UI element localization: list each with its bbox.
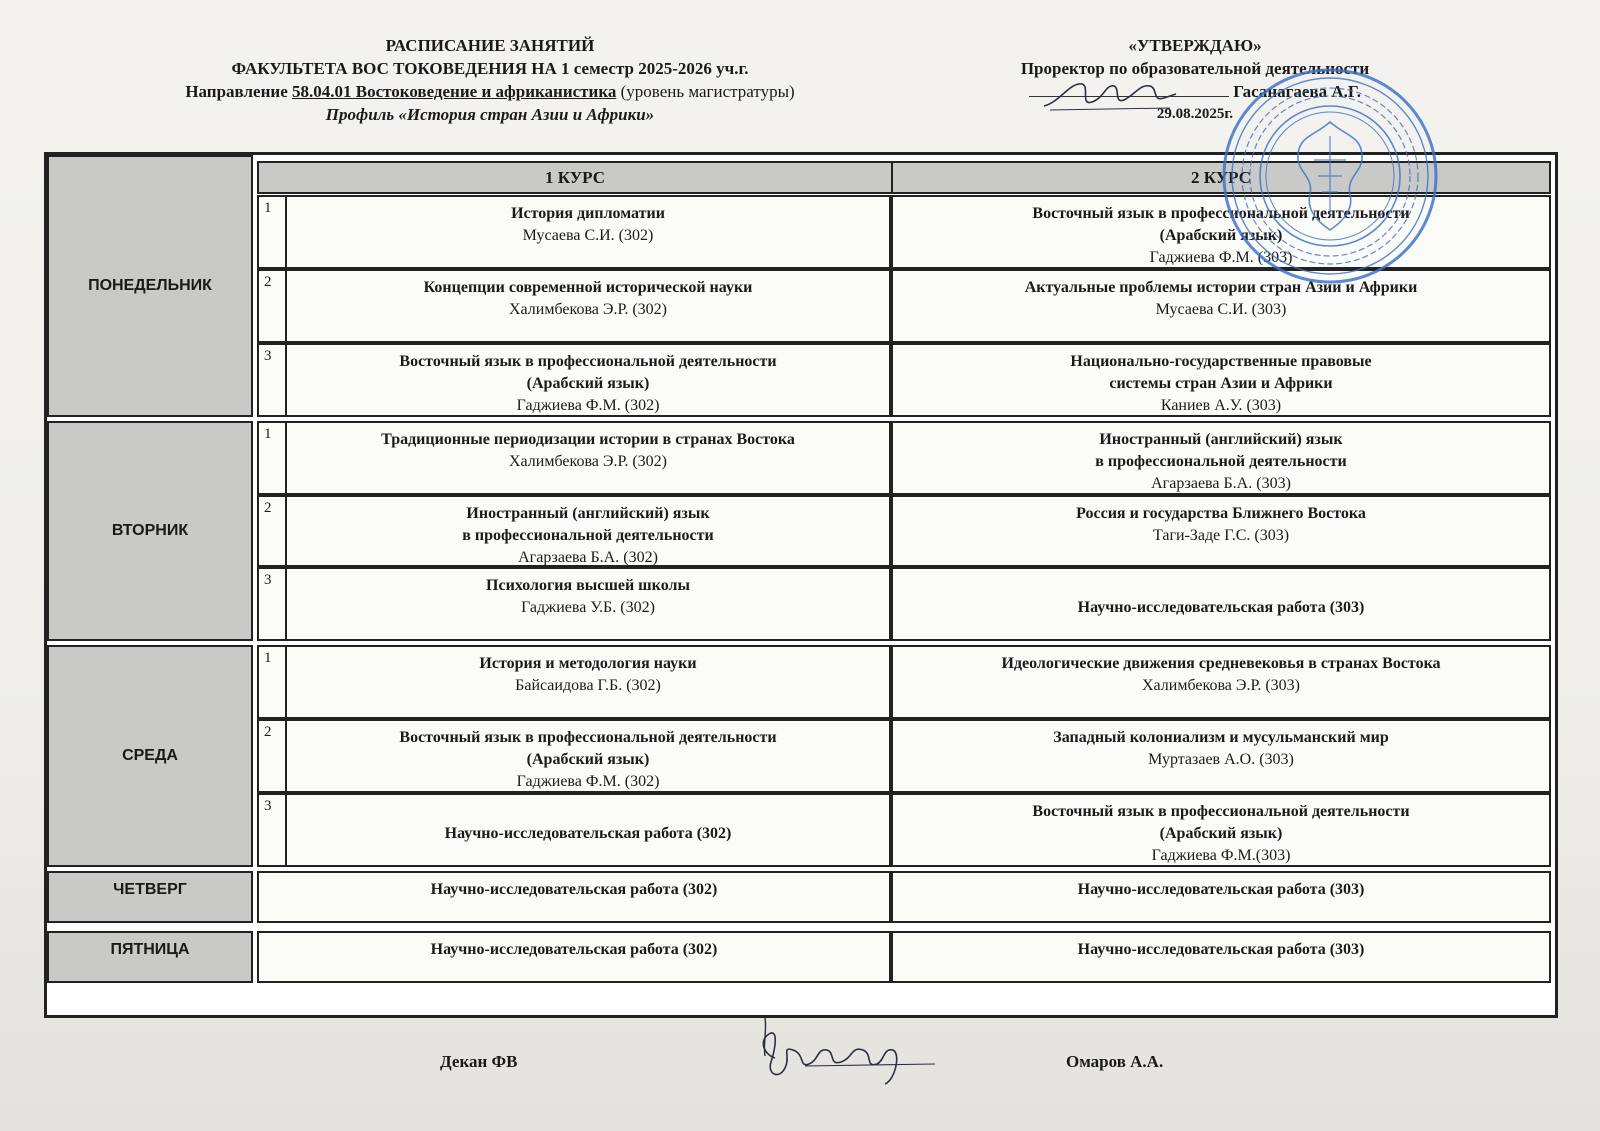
subject-title: в профессиональной деятельности <box>1095 453 1347 470</box>
subject-title: Научно-исследовательская работа (302) <box>444 825 732 842</box>
footer-position: Декан ФВ <box>440 1052 518 1071</box>
subject-title: Научно-исследовательская работа (303) <box>1077 881 1365 898</box>
teacher-room: Байсаидова Г.Б. (302) <box>515 677 661 694</box>
day-friday <box>47 931 253 983</box>
course-1-lesson-cell <box>285 195 891 269</box>
teacher-room: Каниев А.У. (303) <box>1160 397 1282 414</box>
course-1-lesson-cell <box>257 871 891 923</box>
subject-title: Восточный язык в профессиональной деятельности <box>399 353 777 370</box>
lesson-number: 3 <box>257 343 287 417</box>
footer-name: Омаров А.А. <box>1066 1052 1164 1071</box>
teacher-room: Мусаева С.И. (303) <box>1155 301 1287 318</box>
approval-block <box>960 34 1430 126</box>
subject-title: (Арабский язык) <box>526 751 650 768</box>
course-2-lesson-cell <box>891 495 1551 567</box>
approval-signer: Гасанагаева А.Г. <box>1233 82 1361 101</box>
approval-signature-line <box>960 80 1430 103</box>
subject-title: Научно-исследовательская работа (303) <box>1077 599 1365 616</box>
course-2-lesson-cell <box>891 269 1551 343</box>
course-1-lesson-cell <box>285 567 891 641</box>
subject-title: История дипломатии <box>511 205 665 222</box>
course-1-lesson-cell <box>285 421 891 495</box>
day-tuesday <box>47 421 253 641</box>
lesson-number: 3 <box>257 567 287 641</box>
subject-title: Иностранный (английский) язык <box>466 505 710 522</box>
subject-title: Восточный язык в профессиональной деятельности <box>399 729 777 746</box>
subject-title: (Арабский язык) <box>1159 227 1283 244</box>
course-1-lesson-cell <box>257 931 891 983</box>
course-1-lesson-cell <box>285 343 891 417</box>
header-faculty: ФАКУЛЬТЕТА ВОС ТОКОВЕДЕНИЯ НА 1 семестр 2025-2026 уч.г. <box>231 59 749 78</box>
course-2-lesson-cell <box>891 567 1551 641</box>
day-label: ЧЕТВЕРГ <box>113 881 187 898</box>
direction-suffix: (уровень магистратуры) <box>616 82 795 101</box>
course-1-lesson-cell <box>285 719 891 793</box>
subject-title: Традиционные периодизации истории в странах Востока <box>381 431 795 448</box>
day-label: ВТОРНИК <box>111 522 189 539</box>
teacher-room: Гаджиева Ф.М. (302) <box>516 397 660 414</box>
teacher-room: Гаджиева Ф.М. (302) <box>516 773 660 790</box>
course-1-lesson-cell <box>285 645 891 719</box>
day-label: ПОНЕДЕЛЬНИК <box>88 277 212 294</box>
lesson-number: 2 <box>257 719 287 793</box>
teacher-room: Агарзаева Б.А. (303) <box>1151 475 1291 492</box>
day-thursday <box>47 871 253 923</box>
course-2-lesson-cell <box>891 195 1551 269</box>
subject-title: в профессиональной деятельности <box>462 527 714 544</box>
subject-title: (Арабский язык) <box>1159 825 1283 842</box>
subject-title: Иностранный (английский) язык <box>1099 431 1343 448</box>
subject-title: Психология высшей школы <box>486 577 690 594</box>
schedule-table <box>44 152 1558 1018</box>
course-2-lesson-cell <box>891 931 1551 983</box>
approval-title: «УТВЕРЖДАЮ» <box>1128 36 1262 55</box>
course-2-lesson-cell <box>891 793 1551 867</box>
direction-code: 58.04.01 Востоковедение и африканистика <box>292 82 617 101</box>
signature-blank <box>1029 82 1229 97</box>
header-direction <box>60 80 920 103</box>
subject-title: Восточный язык в профессиональной деятельности <box>1032 803 1410 820</box>
day-label: ПЯТНИЦА <box>110 941 190 958</box>
approval-position: Проректор по образовательной деятельности <box>1020 59 1370 78</box>
direction-prefix: Направление <box>185 82 292 101</box>
subject-title: Восточный язык в профессиональной деятельности <box>1032 205 1410 222</box>
course-1-lesson-cell <box>285 495 891 567</box>
subject-title: История и методология науки <box>479 655 697 672</box>
teacher-room: Таги-Заде Г.С. (303) <box>1152 527 1290 544</box>
subject-title: Национально-государственные правовые <box>1070 353 1372 370</box>
course-2-lesson-cell <box>891 421 1551 495</box>
day-label: СРЕДА <box>122 747 178 764</box>
lesson-number: 1 <box>257 421 287 495</box>
subject-title: Россия и государства Ближнего Востока <box>1076 505 1366 522</box>
teacher-room: Халимбекова Э.Р. (302) <box>508 453 668 470</box>
subject-title: Научно-исследовательская работа (302) <box>430 941 718 958</box>
approval-date: 29.08.2025г. <box>1156 106 1234 122</box>
course-2-lesson-cell <box>891 645 1551 719</box>
lesson-number: 2 <box>257 269 287 343</box>
course-2-lesson-cell <box>891 871 1551 923</box>
subject-title: Идеологические движения средневековья в странах Востока <box>1001 655 1441 672</box>
day-monday <box>47 155 253 417</box>
subject-title: Научно-исследовательская работа (302) <box>430 881 718 898</box>
course-2-lesson-cell <box>891 343 1551 417</box>
day-wednesday <box>47 645 253 867</box>
lesson-number: 2 <box>257 495 287 567</box>
lesson-number: 3 <box>257 793 287 867</box>
teacher-room: Халимбекова Э.Р. (302) <box>508 301 668 318</box>
course-1-lesson-cell <box>285 793 891 867</box>
teacher-room: Мусаева С.И. (302) <box>522 227 654 244</box>
teacher-room: Гаджиева Ф.М. (303) <box>1149 249 1293 266</box>
subject-title: Актуальные проблемы истории стран Азии и Африки <box>1024 279 1418 296</box>
lesson-number: 1 <box>257 645 287 719</box>
header-title: РАСПИСАНИЕ ЗАНЯТИЙ <box>385 36 595 55</box>
course-1-header: 1 КУРС <box>257 161 893 194</box>
subject-title: Концепции современной исторической науки <box>423 279 753 296</box>
subject-title: Западный колониализм и мусульманский мир <box>1053 729 1389 746</box>
header-profile: Профиль «История стран Азии и Африки» <box>325 105 655 124</box>
teacher-room: Гаджиева У.Б. (302) <box>521 599 655 616</box>
subject-title: (Арабский язык) <box>526 375 650 392</box>
teacher-room: Халимбекова Э.Р. (303) <box>1141 677 1301 694</box>
lesson-number: 1 <box>257 195 287 269</box>
course-1-lesson-cell <box>285 269 891 343</box>
subject-title: Научно-исследовательская работа (303) <box>1077 941 1365 958</box>
teacher-room: Муртазаев А.О. (303) <box>1148 751 1294 768</box>
course-2-header: 2 КУРС <box>891 161 1551 194</box>
subject-title: системы стран Азии и Африки <box>1109 375 1333 392</box>
schedule-header <box>60 34 920 126</box>
course-2-lesson-cell <box>891 719 1551 793</box>
teacher-room: Гаджиева Ф.М.(303) <box>1151 847 1291 864</box>
dean-signature-image <box>745 1010 940 1090</box>
teacher-room: Агарзаева Б.А. (302) <box>518 549 658 566</box>
